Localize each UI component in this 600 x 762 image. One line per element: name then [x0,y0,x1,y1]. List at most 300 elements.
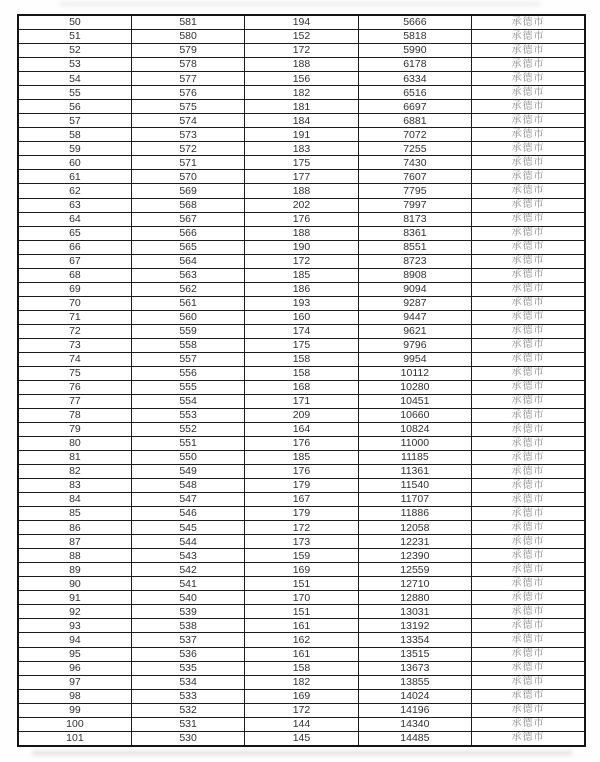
cell-city: 承德市 [472,44,585,58]
cell-score: 572 [131,142,244,156]
cell-count: 172 [245,703,358,717]
cell-city: 承德市 [472,394,585,408]
cell-city: 承德市 [472,703,585,717]
cell-rank: 52 [18,44,131,58]
cell-score: 532 [131,703,244,717]
cell-rank: 72 [18,324,131,338]
cell-count: 158 [245,366,358,380]
cell-cumulative: 6881 [358,114,471,128]
cell-score: 530 [131,731,244,746]
cell-rank: 91 [18,591,131,605]
cell-city: 承德市 [472,366,585,380]
cell-rank: 62 [18,184,131,198]
cell-score: 580 [131,30,244,44]
cell-score: 552 [131,423,244,437]
page-bottom-artifact [32,751,572,755]
cell-count: 202 [245,198,358,212]
table-row [18,44,585,58]
cell-count: 177 [245,170,358,184]
cell-rank: 63 [18,198,131,212]
cell-rank: 67 [18,254,131,268]
cell-count: 158 [245,352,358,366]
score-table-body [18,15,585,746]
cell-cumulative: 10280 [358,380,471,394]
table-row [18,240,585,254]
table-row [18,423,585,437]
cell-cumulative: 5666 [358,15,471,30]
cell-cumulative: 13855 [358,675,471,689]
cell-cumulative: 7795 [358,184,471,198]
cell-score: 543 [131,549,244,563]
cell-score: 567 [131,212,244,226]
cell-count: 171 [245,394,358,408]
cell-count: 186 [245,282,358,296]
cell-cumulative: 6697 [358,100,471,114]
cell-rank: 89 [18,563,131,577]
cell-count: 145 [245,731,358,746]
cell-count: 151 [245,605,358,619]
cell-count: 175 [245,156,358,170]
cell-rank: 60 [18,156,131,170]
cell-city: 承德市 [472,493,585,507]
table-row [18,352,585,366]
cell-city: 承德市 [472,310,585,324]
cell-city: 承德市 [472,100,585,114]
cell-city: 承德市 [472,268,585,282]
cell-score: 544 [131,535,244,549]
table-row [18,563,585,577]
cell-cumulative: 14196 [358,703,471,717]
cell-score: 561 [131,296,244,310]
cell-city: 承德市 [472,240,585,254]
cell-cumulative: 13673 [358,661,471,675]
cell-cumulative: 7430 [358,156,471,170]
table-row [18,86,585,100]
cell-count: 194 [245,15,358,30]
cell-score: 555 [131,380,244,394]
cell-count: 191 [245,128,358,142]
table-row [18,366,585,380]
cell-rank: 54 [18,72,131,86]
cell-cumulative: 12559 [358,563,471,577]
cell-score: 573 [131,128,244,142]
cell-rank: 59 [18,142,131,156]
cell-rank: 92 [18,605,131,619]
cell-rank: 68 [18,268,131,282]
cell-city: 承德市 [472,30,585,44]
table-row [18,30,585,44]
cell-score: 533 [131,689,244,703]
cell-city: 承德市 [472,591,585,605]
cell-city: 承德市 [472,114,585,128]
cell-count: 169 [245,689,358,703]
cell-rank: 76 [18,380,131,394]
cell-score: 569 [131,184,244,198]
cell-score: 536 [131,647,244,661]
cell-city: 承德市 [472,408,585,422]
cell-rank: 79 [18,423,131,437]
cell-rank: 80 [18,437,131,451]
cell-city: 承德市 [472,254,585,268]
cell-count: 172 [245,44,358,58]
table-row [18,717,585,731]
cell-city: 承德市 [472,675,585,689]
cell-score: 563 [131,268,244,282]
table-row [18,58,585,72]
cell-rank: 65 [18,226,131,240]
cell-cumulative: 13192 [358,619,471,633]
cell-city: 承德市 [472,380,585,394]
cell-count: 184 [245,114,358,128]
cell-score: 559 [131,324,244,338]
table-row [18,128,585,142]
cell-city: 承德市 [472,563,585,577]
table-row [18,465,585,479]
table-row [18,493,585,507]
cell-rank: 93 [18,619,131,633]
cell-cumulative: 11185 [358,451,471,465]
cell-count: 176 [245,465,358,479]
cell-count: 156 [245,72,358,86]
cell-count: 182 [245,675,358,689]
cell-city: 承德市 [472,661,585,675]
cell-rank: 56 [18,100,131,114]
table-row [18,577,585,591]
cell-city: 承德市 [472,226,585,240]
cell-cumulative: 13031 [358,605,471,619]
cell-rank: 81 [18,451,131,465]
cell-rank: 82 [18,465,131,479]
table-row [18,408,585,422]
table-row [18,380,585,394]
cell-city: 承德市 [472,58,585,72]
cell-rank: 86 [18,521,131,535]
cell-rank: 98 [18,689,131,703]
cell-city: 承德市 [472,352,585,366]
cell-score: 539 [131,605,244,619]
cell-count: 188 [245,184,358,198]
cell-count: 179 [245,507,358,521]
table-row [18,394,585,408]
cell-cumulative: 11540 [358,479,471,493]
cell-cumulative: 5990 [358,44,471,58]
cell-cumulative: 13354 [358,633,471,647]
cell-count: 175 [245,338,358,352]
cell-cumulative: 12710 [358,577,471,591]
cell-count: 176 [245,437,358,451]
cell-cumulative: 12390 [358,549,471,563]
cell-count: 209 [245,408,358,422]
cell-cumulative: 14024 [358,689,471,703]
cell-city: 承德市 [472,535,585,549]
cell-rank: 83 [18,479,131,493]
cell-rank: 71 [18,310,131,324]
cell-cumulative: 12880 [358,591,471,605]
cell-count: 159 [245,549,358,563]
cell-rank: 77 [18,394,131,408]
cell-rank: 95 [18,647,131,661]
table-row [18,535,585,549]
cell-rank: 87 [18,535,131,549]
cell-rank: 97 [18,675,131,689]
cell-score: 550 [131,451,244,465]
cell-count: 181 [245,100,358,114]
cell-rank: 55 [18,86,131,100]
cell-city: 承德市 [472,731,585,746]
table-row [18,633,585,647]
cell-score: 546 [131,507,244,521]
cell-count: 173 [245,535,358,549]
cell-city: 承德市 [472,647,585,661]
table-row [18,156,585,170]
cell-rank: 66 [18,240,131,254]
cell-rank: 78 [18,408,131,422]
table-row [18,591,585,605]
cell-rank: 64 [18,212,131,226]
cell-rank: 85 [18,507,131,521]
cell-count: 172 [245,521,358,535]
table-row [18,451,585,465]
cell-cumulative: 8551 [358,240,471,254]
cell-city: 承德市 [472,437,585,451]
cell-score: 565 [131,240,244,254]
cell-count: 151 [245,577,358,591]
table-row [18,198,585,212]
cell-cumulative: 6516 [358,86,471,100]
cell-rank: 94 [18,633,131,647]
cell-city: 承德市 [472,338,585,352]
table-row [18,170,585,184]
cell-cumulative: 9796 [358,338,471,352]
cell-score: 553 [131,408,244,422]
cell-score: 554 [131,394,244,408]
cell-count: 172 [245,254,358,268]
cell-count: 144 [245,717,358,731]
table-row [18,605,585,619]
table-row [18,479,585,493]
cell-cumulative: 10112 [358,366,471,380]
cell-city: 承德市 [472,170,585,184]
cell-score: 562 [131,282,244,296]
cell-cumulative: 12231 [358,535,471,549]
cell-city: 承德市 [472,479,585,493]
cell-rank: 58 [18,128,131,142]
cell-count: 188 [245,226,358,240]
table-row [18,212,585,226]
cell-score: 531 [131,717,244,731]
table-row [18,72,585,86]
table-row [18,114,585,128]
table-row [18,521,585,535]
cell-score: 556 [131,366,244,380]
table-row [18,703,585,717]
cell-cumulative: 8361 [358,226,471,240]
cell-cumulative: 7255 [358,142,471,156]
cell-rank: 70 [18,296,131,310]
cell-city: 承德市 [472,717,585,731]
cell-cumulative: 7072 [358,128,471,142]
cell-count: 188 [245,58,358,72]
cell-count: 182 [245,86,358,100]
cell-cumulative: 12058 [358,521,471,535]
score-distribution-table [17,14,586,747]
table-row [18,675,585,689]
cell-rank: 53 [18,58,131,72]
cell-rank: 96 [18,661,131,675]
cell-count: 170 [245,591,358,605]
cell-count: 158 [245,661,358,675]
cell-score: 537 [131,633,244,647]
cell-score: 566 [131,226,244,240]
cell-city: 承德市 [472,212,585,226]
cell-city: 承德市 [472,689,585,703]
cell-score: 549 [131,465,244,479]
cell-city: 承德市 [472,156,585,170]
page-top-artifact [60,2,540,6]
cell-city: 承德市 [472,451,585,465]
cell-city: 承德市 [472,198,585,212]
cell-score: 547 [131,493,244,507]
cell-rank: 75 [18,366,131,380]
cell-score: 581 [131,15,244,30]
cell-score: 538 [131,619,244,633]
cell-city: 承德市 [472,605,585,619]
table-row [18,254,585,268]
cell-rank: 84 [18,493,131,507]
cell-count: 161 [245,619,358,633]
cell-count: 183 [245,142,358,156]
cell-cumulative: 11361 [358,465,471,479]
cell-city: 承德市 [472,577,585,591]
cell-city: 承德市 [472,521,585,535]
cell-city: 承德市 [472,507,585,521]
cell-count: 168 [245,380,358,394]
cell-count: 179 [245,479,358,493]
cell-cumulative: 9094 [358,282,471,296]
cell-cumulative: 9287 [358,296,471,310]
cell-count: 174 [245,324,358,338]
cell-city: 承德市 [472,184,585,198]
cell-cumulative: 11707 [358,493,471,507]
table-row [18,142,585,156]
cell-count: 162 [245,633,358,647]
table-row [18,619,585,633]
cell-cumulative: 8908 [358,268,471,282]
cell-rank: 57 [18,114,131,128]
table-row [18,661,585,675]
cell-city: 承德市 [472,72,585,86]
table-row [18,689,585,703]
table-row [18,282,585,296]
table-row [18,437,585,451]
cell-city: 承德市 [472,423,585,437]
cell-score: 570 [131,170,244,184]
cell-count: 169 [245,563,358,577]
cell-score: 576 [131,86,244,100]
cell-score: 542 [131,563,244,577]
cell-score: 564 [131,254,244,268]
table-row [18,100,585,114]
cell-city: 承德市 [472,549,585,563]
cell-score: 558 [131,338,244,352]
cell-cumulative: 7607 [358,170,471,184]
cell-rank: 90 [18,577,131,591]
cell-cumulative: 9447 [358,310,471,324]
cell-city: 承德市 [472,142,585,156]
cell-rank: 61 [18,170,131,184]
cell-cumulative: 8723 [358,254,471,268]
cell-cumulative: 6178 [358,58,471,72]
cell-count: 152 [245,30,358,44]
cell-cumulative: 9621 [358,324,471,338]
table-row [18,324,585,338]
cell-count: 185 [245,268,358,282]
cell-city: 承德市 [472,282,585,296]
cell-cumulative: 9954 [358,352,471,366]
table-row [18,549,585,563]
cell-rank: 101 [18,731,131,746]
cell-score: 577 [131,72,244,86]
cell-city: 承德市 [472,633,585,647]
cell-rank: 99 [18,703,131,717]
table-row [18,647,585,661]
table-row [18,226,585,240]
cell-cumulative: 10451 [358,394,471,408]
cell-score: 540 [131,591,244,605]
cell-score: 541 [131,577,244,591]
cell-city: 承德市 [472,296,585,310]
cell-cumulative: 10660 [358,408,471,422]
cell-score: 551 [131,437,244,451]
table-row [18,15,585,30]
cell-count: 176 [245,212,358,226]
table-row [18,338,585,352]
cell-city: 承德市 [472,324,585,338]
cell-score: 575 [131,100,244,114]
cell-score: 571 [131,156,244,170]
cell-cumulative: 14340 [358,717,471,731]
table-row [18,296,585,310]
cell-rank: 51 [18,30,131,44]
cell-score: 535 [131,661,244,675]
table-row [18,310,585,324]
cell-city: 承德市 [472,128,585,142]
table-row [18,507,585,521]
cell-city: 承德市 [472,465,585,479]
cell-rank: 73 [18,338,131,352]
cell-rank: 69 [18,282,131,296]
cell-score: 557 [131,352,244,366]
cell-city: 承德市 [472,86,585,100]
cell-cumulative: 11000 [358,437,471,451]
cell-cumulative: 11886 [358,507,471,521]
cell-city: 承德市 [472,15,585,30]
cell-score: 534 [131,675,244,689]
cell-cumulative: 14485 [358,731,471,746]
cell-rank: 88 [18,549,131,563]
cell-rank: 50 [18,15,131,30]
cell-score: 560 [131,310,244,324]
cell-city: 承德市 [472,619,585,633]
cell-score: 545 [131,521,244,535]
cell-cumulative: 7997 [358,198,471,212]
cell-score: 578 [131,58,244,72]
cell-cumulative: 10824 [358,423,471,437]
cell-cumulative: 6334 [358,72,471,86]
cell-count: 193 [245,296,358,310]
cell-count: 161 [245,647,358,661]
cell-cumulative: 13515 [358,647,471,661]
